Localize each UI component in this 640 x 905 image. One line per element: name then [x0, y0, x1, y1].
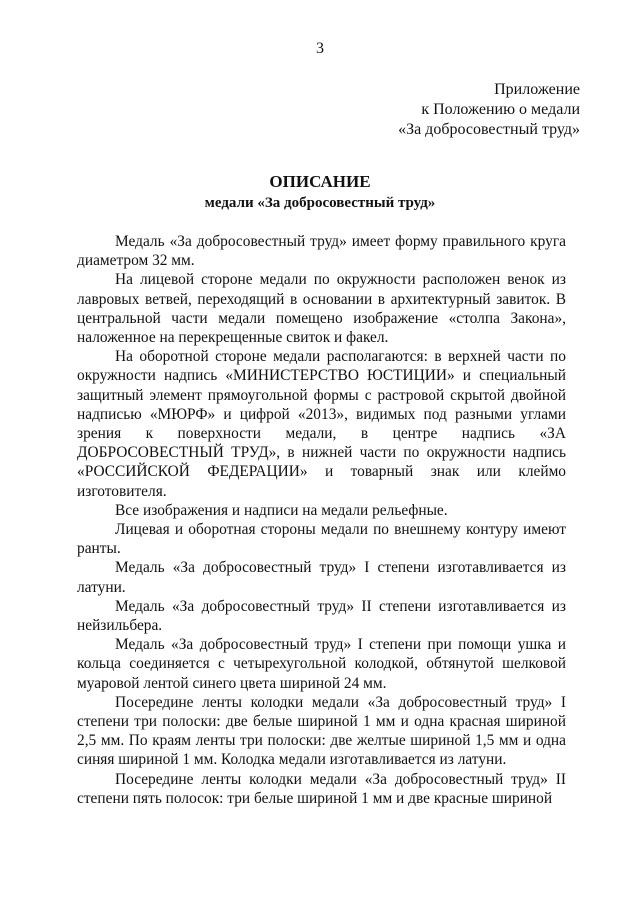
paragraph: Лицевая и оборотная стороны медали по внешнему контуру имеют ранты. — [77, 521, 566, 558]
appendix-line-1: Приложение — [494, 81, 580, 98]
document-subtitle: медали «За добросовестный труд» — [204, 195, 436, 211]
paragraph: Медаль «За добросовестный труд» имеет форму правильного круга диаметром 32 мм. — [77, 233, 566, 270]
document-title: ОПИСАНИЕ — [269, 172, 371, 191]
appendix-note — [398, 80, 580, 140]
paragraph: Посередине ленты колодки медали «За добросовестный труд» II степени пять полосок: три белые шириной 1 мм и две красные шириной — [77, 770, 566, 807]
page-number: 3 — [316, 40, 324, 57]
document-body — [77, 232, 566, 808]
paragraph: Медаль «За добросовестный труд» I степени изготавливается из латуни. — [77, 559, 566, 596]
appendix-line-3: «За добросовестный труд» — [398, 121, 580, 138]
document-heading — [0, 171, 640, 213]
paragraph: На лицевой стороне медали по окружности расположен венок из лавровых ветвей, переходящий в основании в архитектурный завиток. В центральной части медали помещено изображение «столпа Закона», наложенное на перекрещенные свиток и факел. — [77, 271, 566, 347]
paragraph: Все изображения и надписи на медали рельефные. — [115, 501, 448, 519]
paragraph: Медаль «За добросовестный труд» I степени при помощи ушка и кольца соединяется с четырехугольной колодкой, обтянутой шелковой муаровой лентой синего цвета шириной 24 мм. — [77, 636, 566, 692]
appendix-line-2: к Положению о медали — [421, 101, 580, 118]
paragraph: Медаль «За добросовестный труд» II степени изготавливается из нейзильбера. — [77, 597, 566, 635]
paragraph: Посередине ленты колодки медали «За добросовестный труд» I степени три полоски: две белые шириной 1 мм и одна красная шириной 2,5 мм. По краям ленты три полоски: две желтые шириной 1,5 мм и одна синяя шириной 1 мм. Колодка медали изготавливается из латуни. — [77, 693, 566, 769]
paragraph: На оборотной стороне медали располагаются: в верхней части по окружности надпись «МИНИСТЕРСТВО ЮСТИЦИИ» и специальный защитный элемент прямоугольной формы с растровой скрытой двойной надписью «МЮРФ» и цифрой «2013», видимых под разными углами зрения к поверхности медали, в центре надпись «ЗА ДОБРОСОВЕСТНЫЙ ТРУД», в нижней части по окружности надпись «РОССИЙСКОЙ ФЕДЕРАЦИИ» и товарный знак или клеймо изготовителя. — [77, 348, 566, 500]
